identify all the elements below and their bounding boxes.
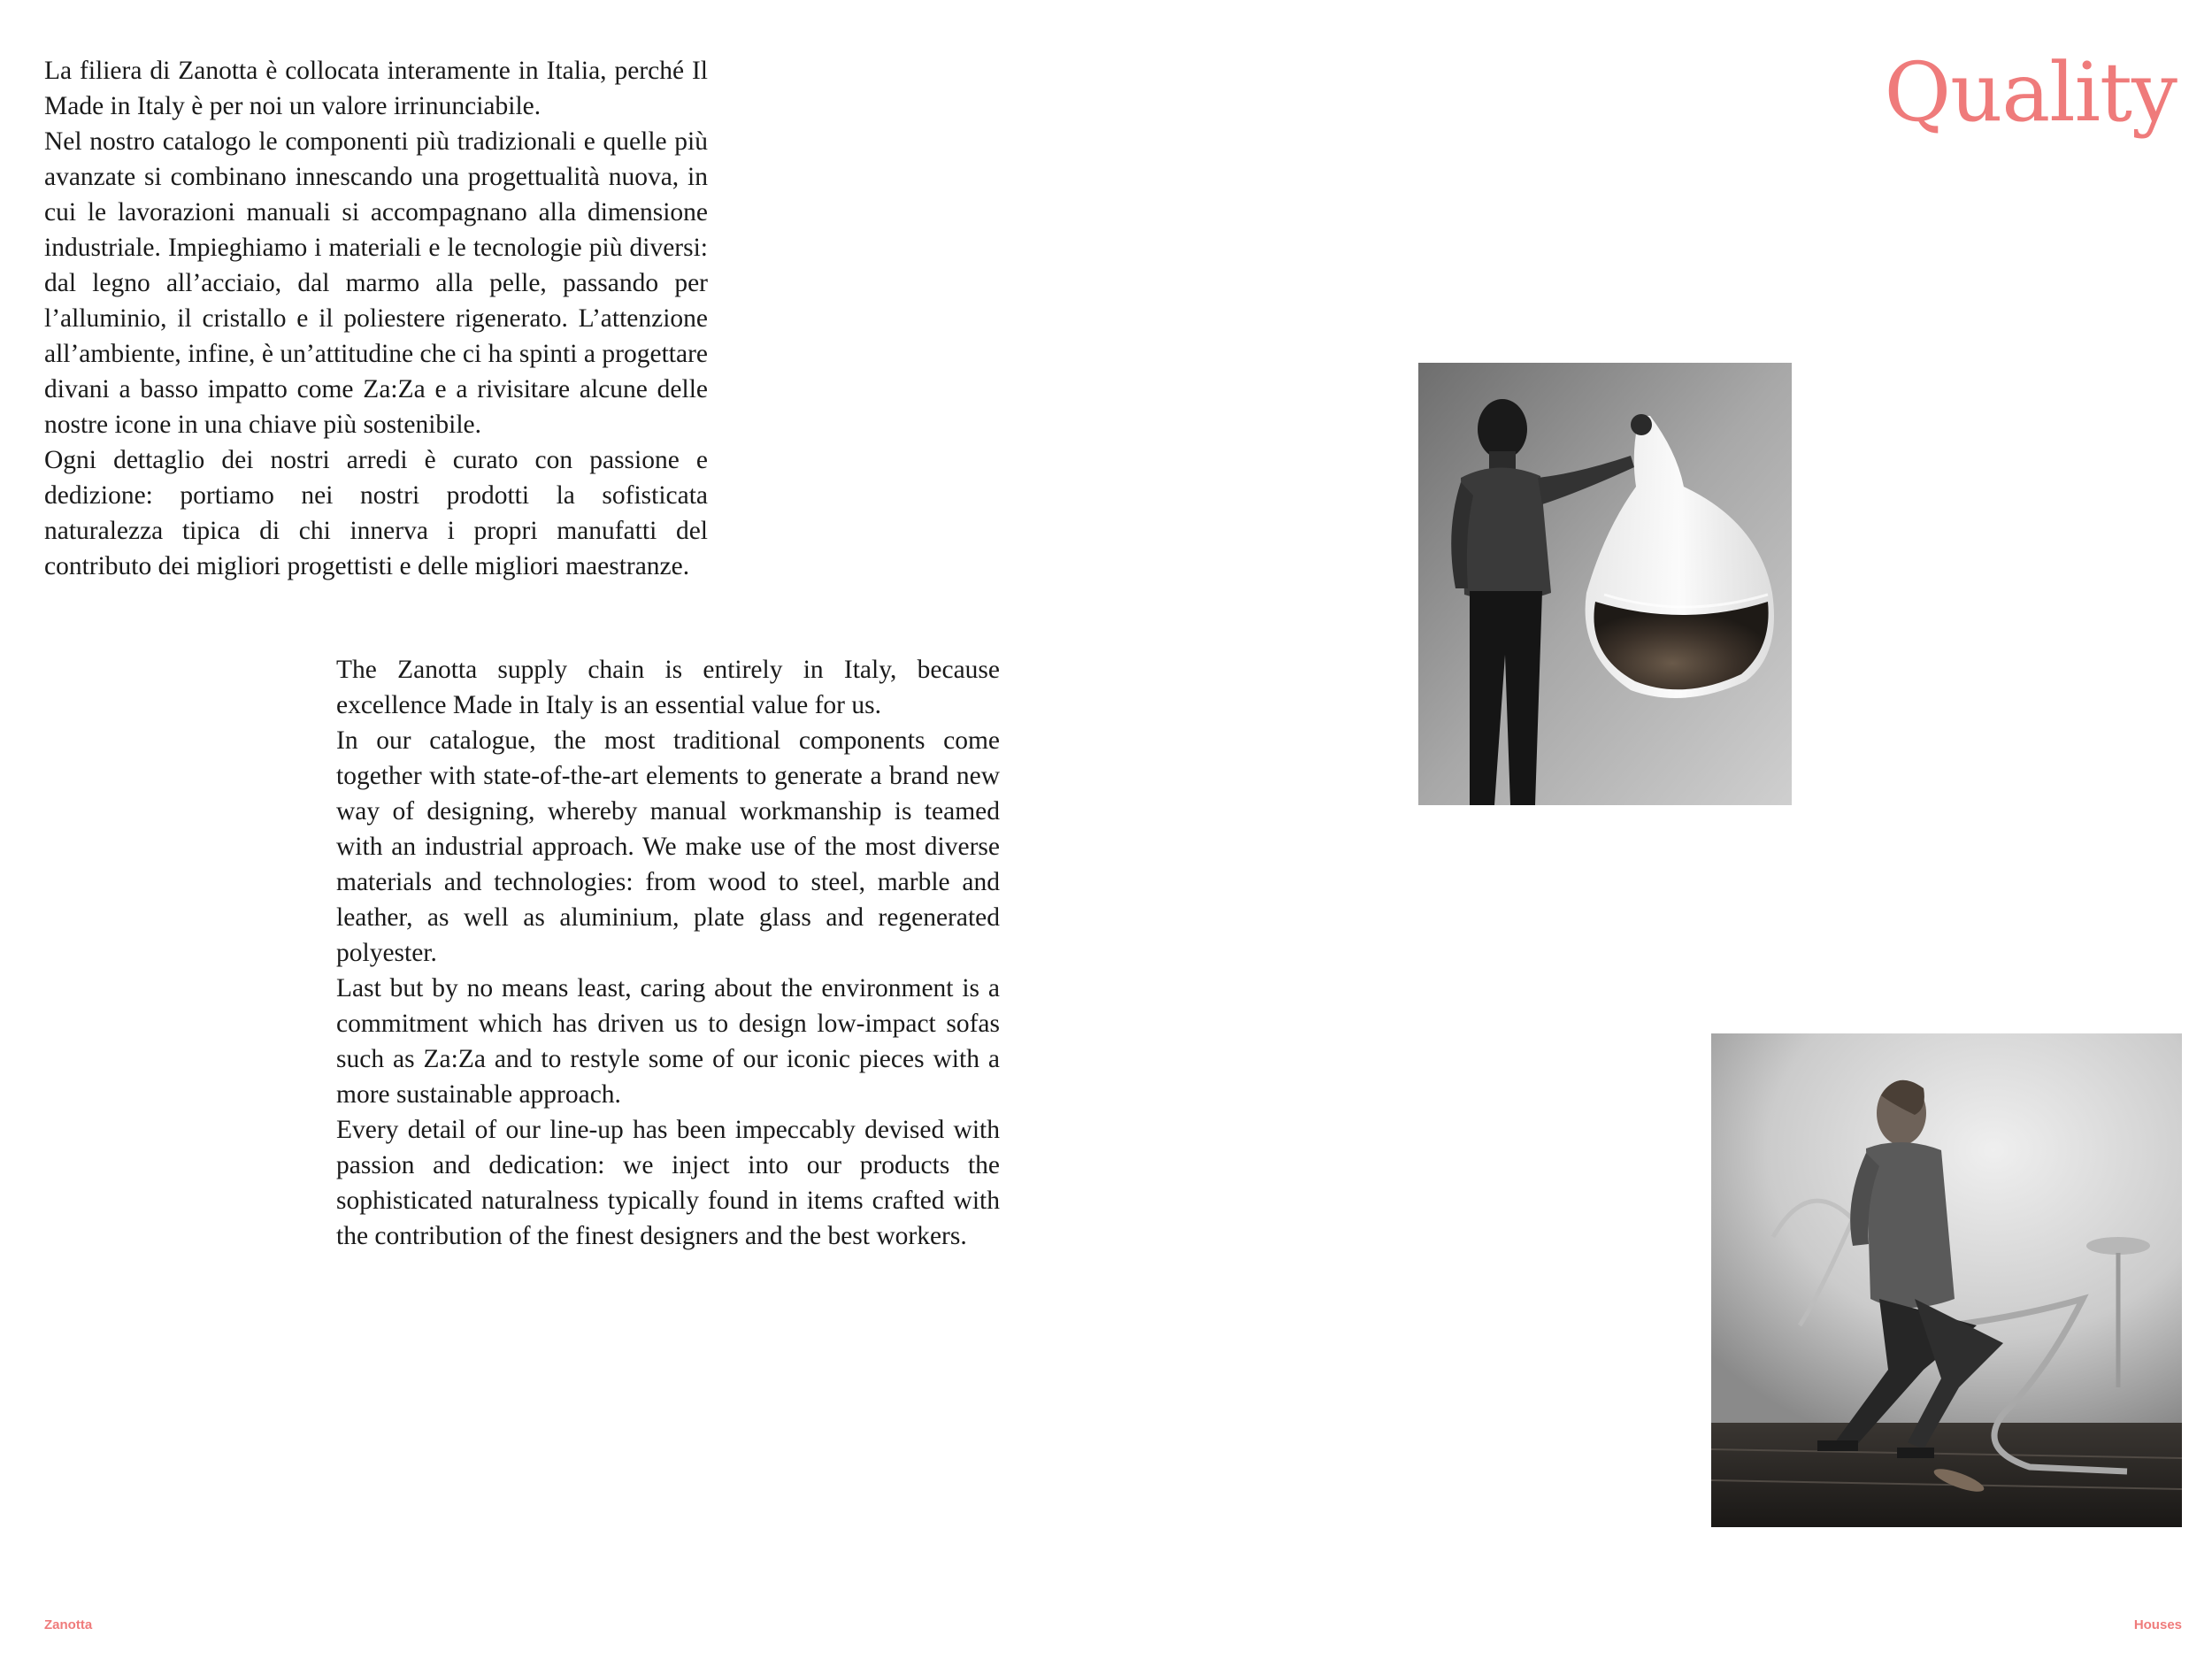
photo-man-with-bag xyxy=(1418,363,1792,805)
english-paragraph: Last but by no means least, caring about the environment is a commitment which has driven us to design low-impact sofas such as Za:Za and to restyle some of our iconic pieces with a more sustainable approach. xyxy=(336,974,1000,1109)
english-paragraph: The Zanotta supply chain is entirely in Italy, because excellence Made in Italy is an essential value for us. xyxy=(336,656,1000,719)
english-paragraph: In our catalogue, the most traditional components come together with state-of-the-art elements to generate a brand new way of designing, whereby manual workmanship is teamed with an industrial approach. We make use of the most diverse materials and technologies: from wood to steel, marble and leather, as well as aluminium, plate glass and regenerated polyester. xyxy=(336,726,1000,967)
italian-text xyxy=(44,53,708,584)
italian-paragraph: La filiera di Zanotta è collocata interamente in Italia, perché Il Made in Italy è per noi un valore irrinunciabile. xyxy=(44,57,708,120)
english-paragraph: Every detail of our line-up has been impeccably devised with passion and dedication: we inject into our products the sophisticated naturalness typically found in items crafted with the contribution of the finest designers and the best workers. xyxy=(336,1116,1000,1250)
italian-paragraph: Ogni dettaglio dei nostri arredi è curato con passione e dedizione: portiamo nei nostri prodotti la sofisticata naturalezza tipica di chi innerva i propri manufatti del contributo dei migliori progettisti e delle migliori maestranze. xyxy=(44,446,708,580)
page-title: Quality xyxy=(1884,45,2177,140)
photo-woman-on-chair xyxy=(1711,1033,2182,1527)
footer-section: Houses xyxy=(2133,1617,2182,1632)
english-text xyxy=(336,652,1000,1254)
photo-man-with-bag-image xyxy=(1418,363,1792,805)
photo-woman-on-chair-image xyxy=(1711,1033,2182,1527)
footer-brand: Zanotta xyxy=(44,1617,93,1632)
italian-paragraph: Nel nostro catalogo le componenti più tradizionali e quelle più avanzate si combinano innescando una progettualità nuova, in cui le lavorazioni manuali si accompagnano alla dimensione industriale. Impieghiamo i materiali e le tecnologie più diversi: dal legno all’acciaio, dal marmo alla pelle, passando per l’alluminio, il cristallo e il poliestere rigenerato. L’attenzione all’ambiente, infine, è un’attitudine che ci ha spinti a progettare divani a basso impatto come Za:Za e a rivisitare alcune delle nostre icone in una chiave più sostenibile. xyxy=(44,127,708,439)
